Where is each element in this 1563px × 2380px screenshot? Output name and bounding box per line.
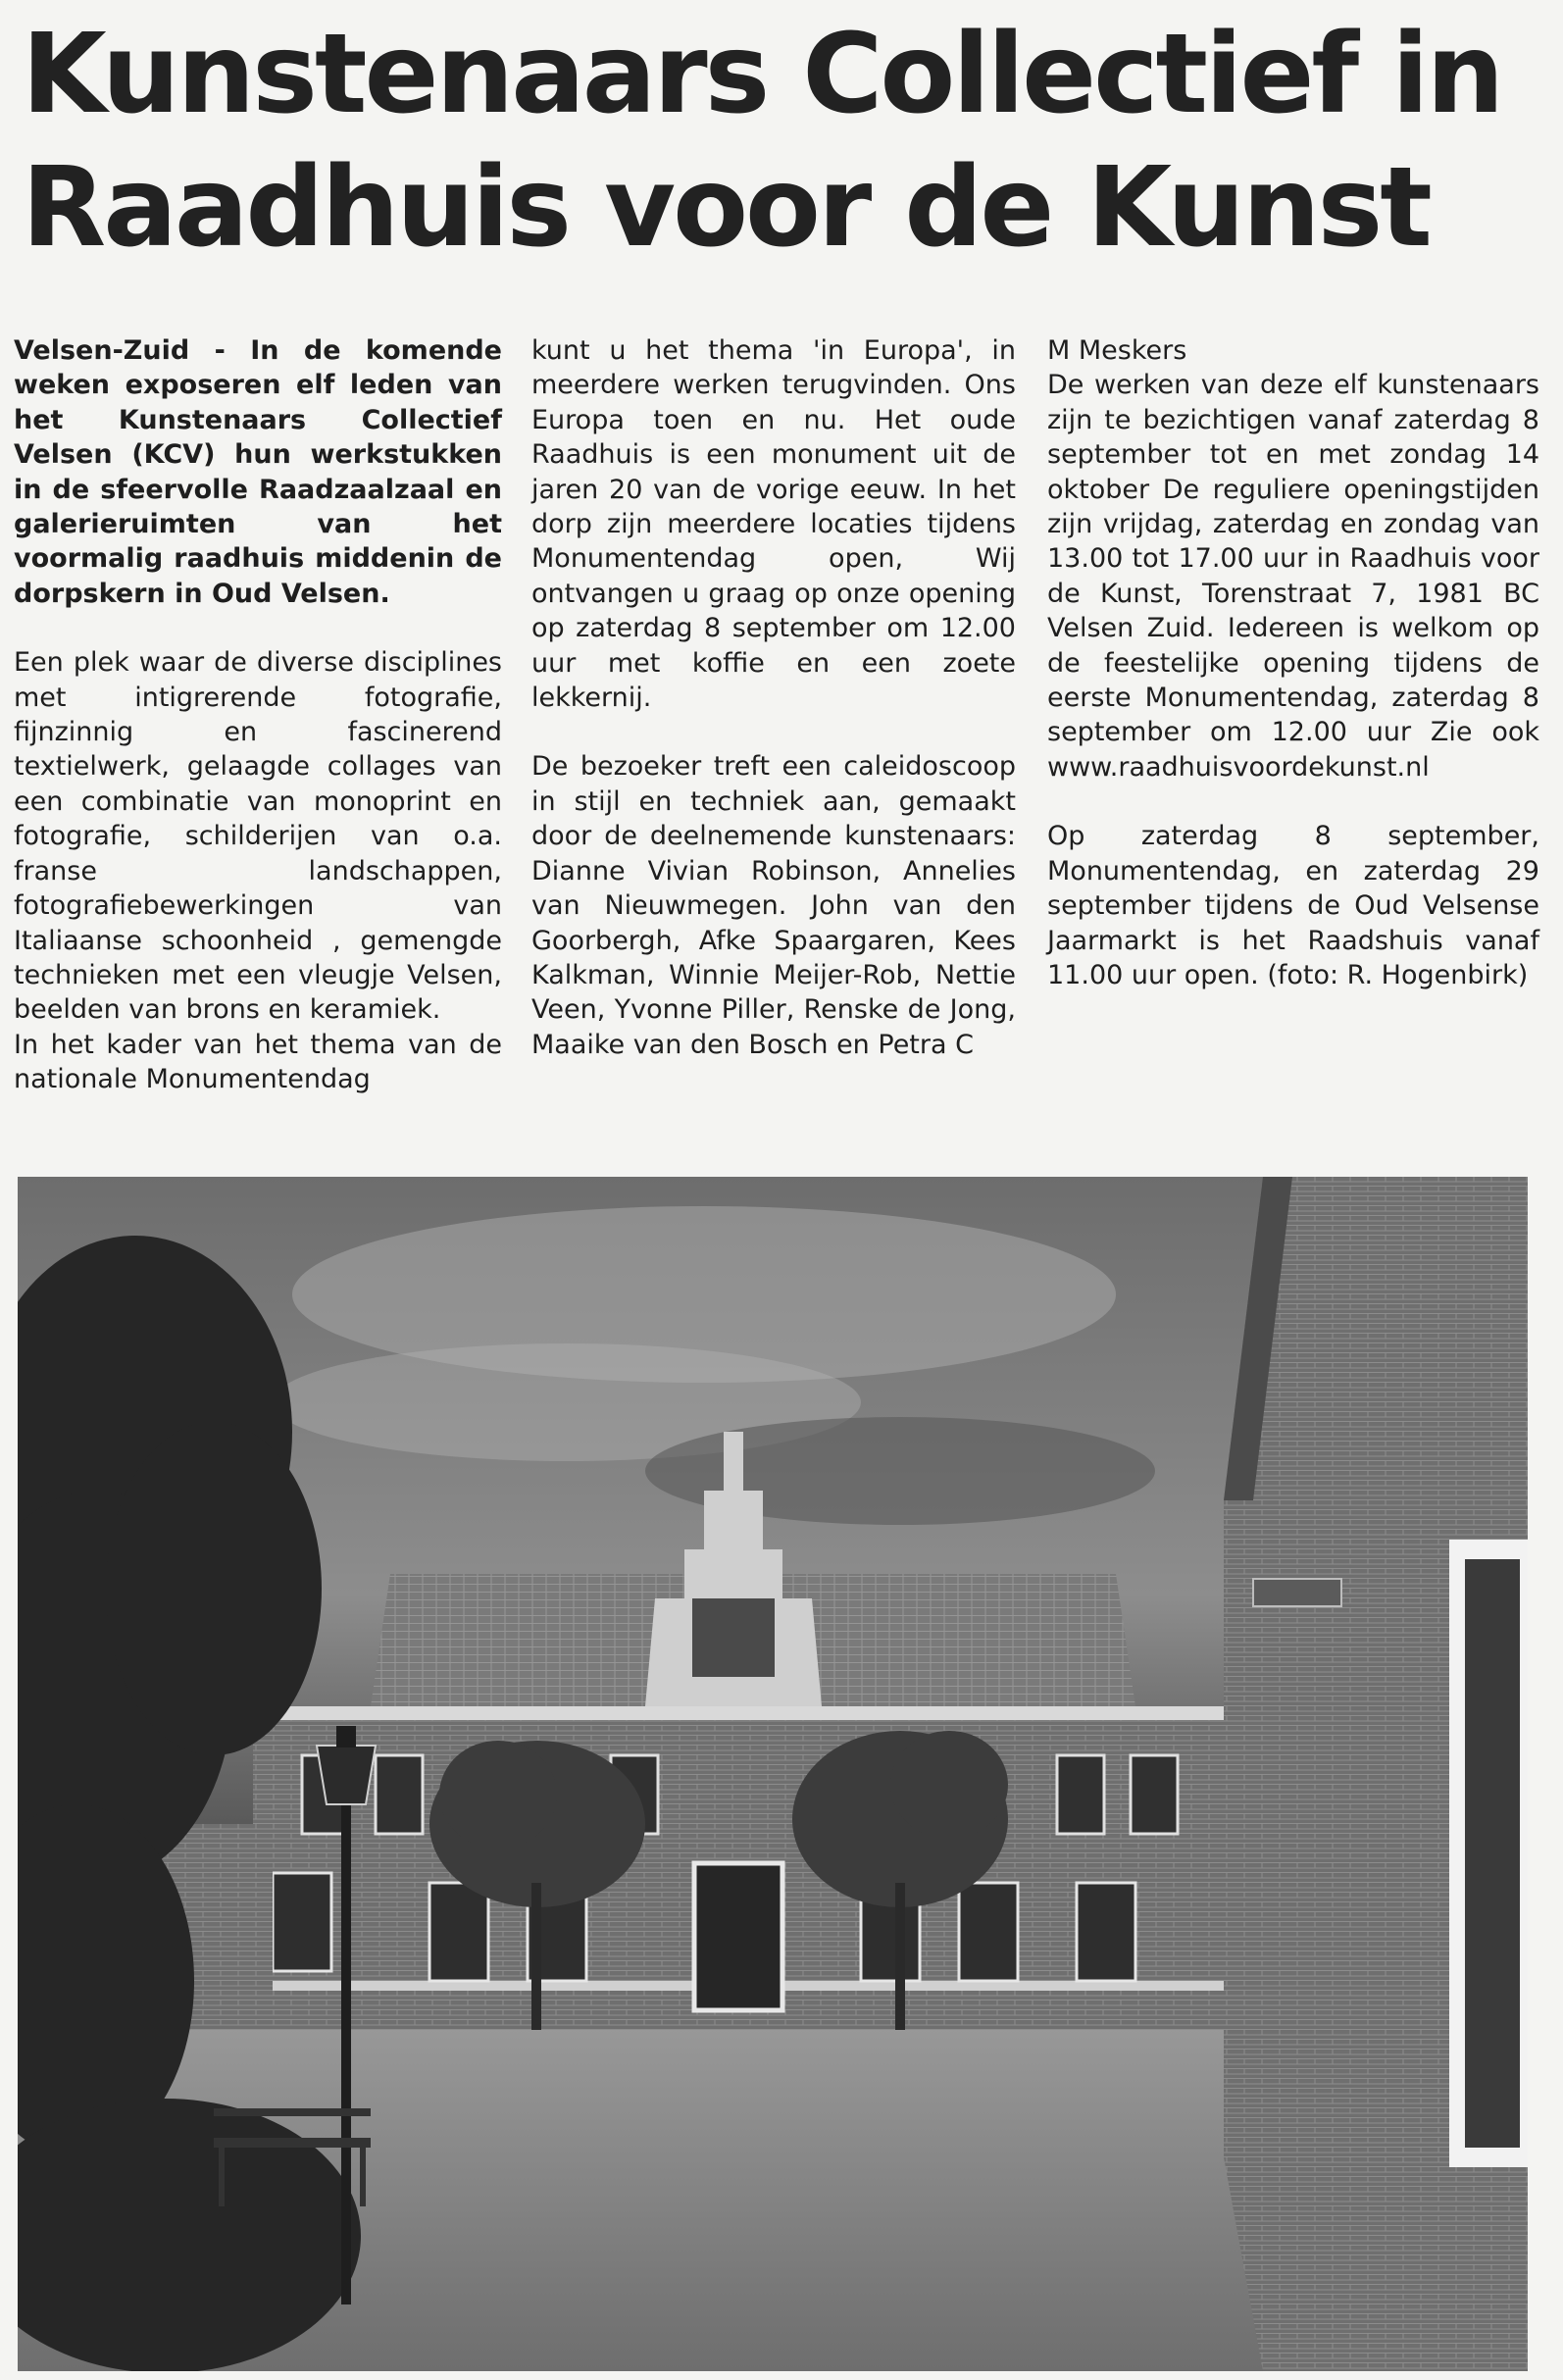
column-1 <box>14 333 502 1097</box>
body-paragraph: Op zaterdag 8 september, Monumentendag, en zaterdag 29 september tijdens de Oud Velsense Jaarmarkt is het Raadshuis vanaf 11.00 uur open. (foto: R. Hogenbirk) <box>1047 821 1539 990</box>
column-2 <box>531 333 1016 1062</box>
column-3 <box>1047 333 1539 992</box>
body-paragraph: Een plek waar de diverse disciplines met intigrerende fotografie, fijnzinnig en fascinerend textielwerk, gelaagde collages van een combinatie van monoprint en fotografie, schilderijen van o.a. franse landschappen, fotografiebewerkingen van Italiaanse schoonheid , gemengde technieken met een vleugje Velsen, beelden van brons en keramiek. <box>14 647 502 1026</box>
body-paragraph: kunt u het thema 'in Europa', in meerdere werken terugvinden. Ons Europa toen en nu. Het oude Raadhuis is een monument uit de jaren 20 van de vorige eeuw. In het dorp zijn meerdere locaties tijdens Monumentendag open, Wij ontvangen u graag op onze opening op zaterdag 8 september om 12.00 uur met koffie en een zoete lekkernij. <box>531 335 1016 714</box>
lead-paragraph: Velsen-Zuid - In de komende weken exposeren elf leden van het Kunstenaars Collectief Velsen (KCV) hun werkstukken in de sfeervolle Raadzaalzaal en galerieruimten van het voormalig raadhuis middenin de dorpskern in Oud Velsen. <box>14 335 502 609</box>
photo-of-town-hall-icon <box>18 1177 1528 2371</box>
body-paragraph: M Meskers <box>1047 335 1187 366</box>
headline <box>22 8 1551 275</box>
body-paragraph: De werken van deze elf kunstenaars zijn te bezichtigen vanaf zaterdag 8 september tot en met zondag 14 oktober De reguliere openingstijden zijn vrijdag, zaterdag en zondag van 13.00 tot 17.00 uur in Raadhuis voor de Kunst, Torenstraat 7, 1981 BC Velsen Zuid. Iedereen is welkom op de feestelijke opening tijdens de eerste Monumentendag, zaterdag 8 september om 12.00 uur Zie ook www.raadhuisvoordekunst.nl <box>1047 370 1539 783</box>
body-paragraph: In het kader van het thema van de nationale Monumentendag <box>14 1029 502 1095</box>
headline-line-2: Raadhuis voor de Kunst <box>22 144 1430 272</box>
headline-line-1: Kunstenaars Collectief in <box>22 11 1502 138</box>
town-hall-photo <box>18 1177 1528 2371</box>
body-paragraph: De bezoeker treft een caleidoscoop in stijl en techniek aan, gemaakt door de deelnemende kunstenaars: Dianne Vivian Robinson, Annelies van Nieuwmegen. John van den Goorbergh, Afke Spaargaren, Kees Kalkman, Winnie Meijer-Rob, Nettie Veen, Yvonne Piller, Renske de Jong, Maaike van den Bosch en Petra C <box>531 751 1016 1060</box>
